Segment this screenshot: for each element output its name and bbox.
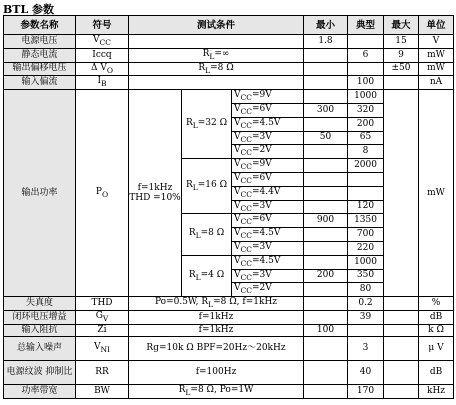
min-value: 100: [304, 324, 348, 336]
row-input-noise: [4, 336, 454, 360]
min-value: 300: [304, 103, 348, 117]
row-supply-voltage: [4, 35, 454, 49]
param-name: 电源电压: [4, 35, 76, 49]
supply-condition: $V_{CC}=2V$: [232, 145, 304, 159]
row-distortion: [4, 297, 454, 311]
min-value: [304, 360, 348, 384]
typ-value: 220: [348, 241, 384, 255]
test-condition: $R_L=8$ Ω, Po=1W: [129, 384, 304, 398]
load-condition: $R_L=4$ Ω: [182, 255, 232, 296]
param-name: 闭环电压增益: [4, 310, 76, 324]
symbol: $P_O$: [76, 90, 129, 297]
symbol: $I_B$: [76, 76, 129, 90]
row-ripple-rejection: [4, 360, 454, 384]
param-name: 输出功率: [4, 90, 76, 297]
typ-value: 1000: [348, 255, 384, 269]
typ-value: 0.2: [348, 297, 384, 311]
max-value: [384, 384, 419, 398]
test-condition: Po=0.5W, $R_L=8$ Ω, f=1kHz: [129, 297, 304, 311]
typ-value: [348, 172, 384, 186]
section-title: BTL 参数: [3, 3, 55, 16]
row-quiescent-current: [4, 48, 454, 62]
min-value: [304, 283, 348, 297]
min-value: [304, 228, 348, 242]
typ-value: 39: [348, 310, 384, 324]
header-param-name: 参数名称: [4, 16, 76, 35]
supply-condition: $V_{CC}=9V$: [232, 90, 304, 104]
supply-condition: $V_{CC}=6V$: [232, 214, 304, 228]
max-value: [384, 310, 419, 324]
unit: %: [419, 297, 454, 311]
typ-value: 80: [348, 283, 384, 297]
max-value: 9: [384, 48, 419, 62]
max-value: [384, 90, 419, 297]
min-value: [304, 172, 348, 186]
typ-value: [348, 35, 384, 49]
symbol: Iccq: [76, 48, 129, 62]
param-name: 输入偏流: [4, 76, 76, 90]
supply-condition: $V_{CC}=4.5V$: [232, 255, 304, 269]
typ-value: 120: [348, 200, 384, 214]
min-value: [304, 159, 348, 173]
unit: μ V: [419, 336, 454, 360]
min-value: [304, 384, 348, 398]
typ-value: [348, 186, 384, 200]
min-value: 1.8: [304, 35, 348, 49]
param-name: 失真度: [4, 297, 76, 311]
test-condition: [129, 35, 304, 49]
max-value: [384, 336, 419, 360]
btl-parameter-table: [3, 15, 454, 399]
min-value: [304, 145, 348, 159]
header-max: 最大: [384, 16, 419, 35]
typ-value: [348, 62, 384, 76]
symbol: $V_{CC}$: [76, 35, 129, 49]
test-condition: $R_L=\infty$: [129, 48, 304, 62]
symbol: Δ $V_O$: [76, 62, 129, 76]
param-name: 总输入噪声: [4, 336, 76, 360]
param-name: 输入阻抗: [4, 324, 76, 336]
row-input-bias-current: [4, 76, 454, 90]
typ-value: 6: [348, 48, 384, 62]
min-value: [304, 255, 348, 269]
load-condition: $R_L=32$ Ω: [182, 90, 232, 159]
supply-condition: $V_{CC}=3V$: [232, 200, 304, 214]
min-value: [304, 297, 348, 311]
max-value: 15: [384, 35, 419, 49]
row-closed-loop-gain: [4, 310, 454, 324]
header-unit: 单位: [419, 16, 454, 35]
min-value: 200: [304, 269, 348, 283]
max-value: [384, 360, 419, 384]
header-symbol: 符号: [76, 16, 129, 35]
param-name: 输出偏移电压: [4, 62, 76, 76]
test-condition: f=1kHz: [129, 310, 304, 324]
min-value: [304, 310, 348, 324]
typ-value: 3: [348, 336, 384, 360]
load-condition: $R_L=8$ Ω: [182, 214, 232, 255]
row-power-bandwidth: [4, 384, 454, 398]
unit: nA: [419, 76, 454, 90]
unit: mW: [419, 62, 454, 76]
typ-value: [348, 324, 384, 336]
max-value: [384, 76, 419, 90]
supply-condition: $V_{CC}=3V$: [232, 131, 304, 145]
typ-value: 8: [348, 145, 384, 159]
test-condition: f=1kHz: [129, 324, 304, 336]
supply-condition: $V_{CC}=4.5V$: [232, 228, 304, 242]
test-condition: [129, 76, 304, 90]
unit: dB: [419, 310, 454, 324]
unit: dB: [419, 360, 454, 384]
typ-value: 1000: [348, 90, 384, 104]
test-condition: f=100Hz: [129, 360, 304, 384]
typ-value: 65: [348, 131, 384, 145]
max-value: [384, 324, 419, 336]
typ-value: 700: [348, 228, 384, 242]
unit: V: [419, 35, 454, 49]
symbol: THD: [76, 297, 129, 311]
typ-value: 170: [348, 384, 384, 398]
min-value: [304, 62, 348, 76]
min-value: 900: [304, 214, 348, 228]
min-value: [304, 200, 348, 214]
supply-condition: $V_{CC}=6V$: [232, 172, 304, 186]
min-value: [304, 48, 348, 62]
supply-condition: $V_{CC}=9V$: [232, 159, 304, 173]
unit: kHz: [419, 384, 454, 398]
unit: mW: [419, 90, 454, 297]
typ-value: 100: [348, 76, 384, 90]
row-output-power: [4, 90, 454, 104]
supply-condition: $V_{CC}=3V$: [232, 241, 304, 255]
typ-value: 320: [348, 103, 384, 117]
load-condition: $R_L=16$ Ω: [182, 159, 232, 214]
param-name: 功率带宽: [4, 384, 76, 398]
min-value: [304, 90, 348, 104]
test-condition-frequency: f=1kHz THD =10%: [129, 90, 182, 297]
unit: mW: [419, 48, 454, 62]
unit: k Ω: [419, 324, 454, 336]
header-test-condition: 测试条件: [129, 16, 304, 35]
symbol: RR: [76, 360, 129, 384]
min-value: 50: [304, 131, 348, 145]
header-row: [4, 16, 454, 35]
supply-condition: $V_{CC}=6V$: [232, 103, 304, 117]
supply-condition: $V_{CC}=3V$: [232, 269, 304, 283]
supply-condition: $V_{CC}=4.5V$: [232, 117, 304, 131]
min-value: [304, 241, 348, 255]
header-min: 最小: [304, 16, 348, 35]
header-typ: 典型: [348, 16, 384, 35]
symbol: BW: [76, 384, 129, 398]
max-value: ±50: [384, 62, 419, 76]
typ-value: 200: [348, 117, 384, 131]
param-name: 静态电流: [4, 48, 76, 62]
supply-condition: $V_{CC}=2V$: [232, 283, 304, 297]
row-input-impedance: [4, 324, 454, 336]
typ-value: 2000: [348, 159, 384, 173]
min-value: [304, 117, 348, 131]
supply-condition: $V_{CC}=4.4V$: [232, 186, 304, 200]
param-name: 电源纹波 抑制比: [4, 360, 76, 384]
typ-value: 350: [348, 269, 384, 283]
min-value: [304, 186, 348, 200]
max-value: [384, 297, 419, 311]
typ-value: 40: [348, 360, 384, 384]
min-value: [304, 76, 348, 90]
typ-value: 1350: [348, 214, 384, 228]
test-condition: Rg=10k Ω BPF=20Hz～20kHz: [129, 336, 304, 360]
symbol: $V_{NI}$: [76, 336, 129, 360]
symbol: $G_V$: [76, 310, 129, 324]
test-condition: $R_L=8$ Ω: [129, 62, 304, 76]
row-output-offset-voltage: [4, 62, 454, 76]
min-value: [304, 336, 348, 360]
symbol: Zi: [76, 324, 129, 336]
